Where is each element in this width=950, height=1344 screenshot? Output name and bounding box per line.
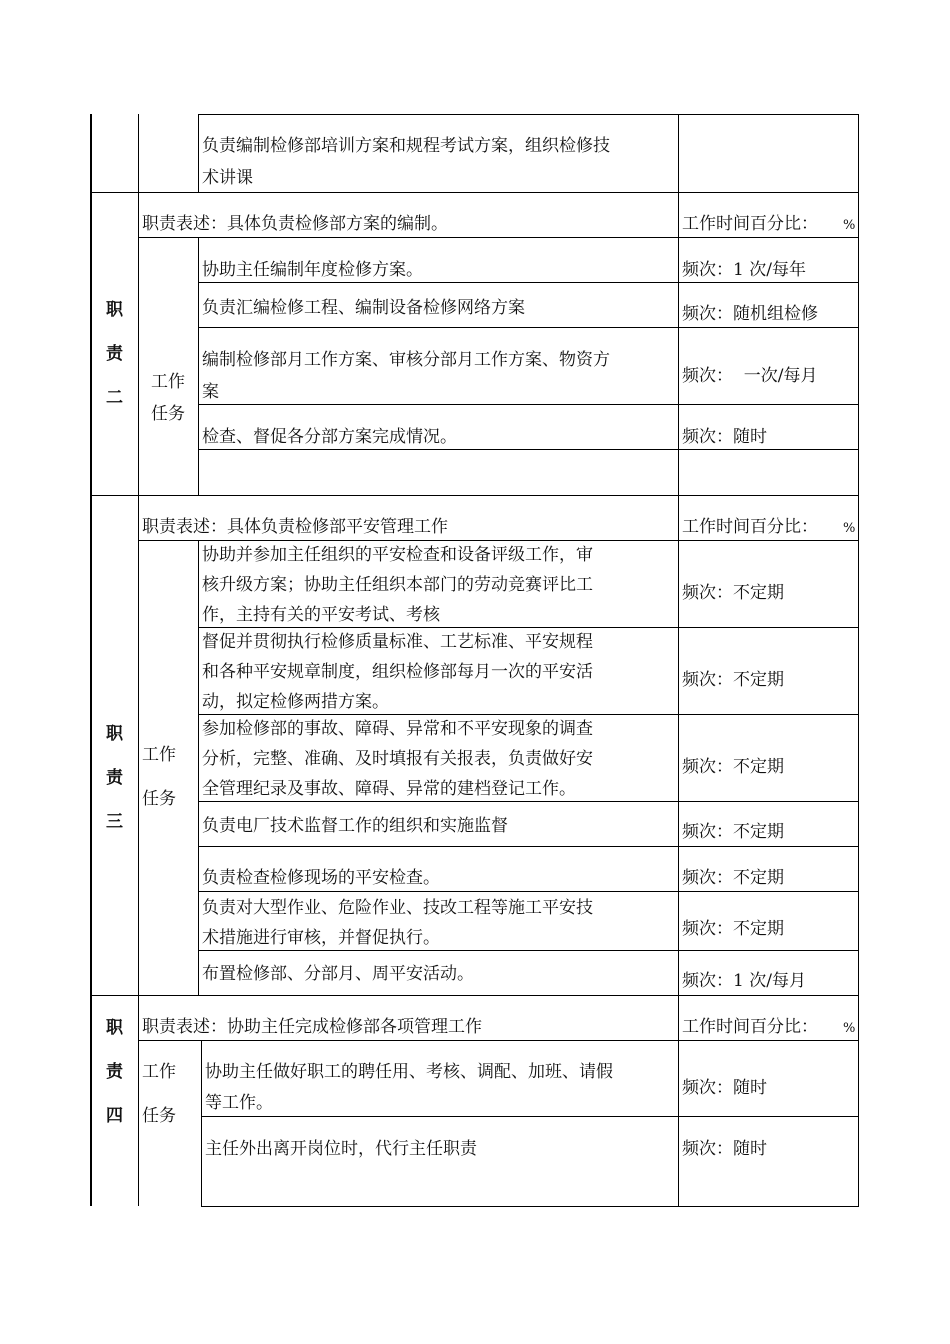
duty-summary: 职责表述：具体负责检修部平安管理工作 — [142, 517, 448, 537]
task-frequency: 频次：1 次/每年 — [682, 260, 806, 280]
row-line — [90, 192, 859, 193]
task-text-line: 负责检查检修现场的平安检查。 — [202, 868, 440, 888]
duty-label-char: 责 — [106, 344, 123, 364]
time-percent-label: 工作时间百分比： — [682, 1017, 818, 1037]
row-line — [201, 1116, 859, 1117]
task-frequency: 频次：不定期 — [682, 822, 784, 842]
time-percent-label: 工作时间百分比： — [682, 214, 818, 234]
row-line — [138, 1040, 859, 1041]
task-label-line: 任务 — [142, 789, 176, 809]
task-text-line: 负责汇编检修工程、编制设备检修网络方案 — [202, 298, 525, 318]
task-column-divider — [198, 540, 199, 995]
task-text-line: 检查、督促各分部方案完成情况。 — [202, 427, 457, 447]
row-line — [198, 282, 859, 283]
row-line — [198, 950, 859, 951]
task-text-line: 动，拟定检修两措方案。 — [202, 692, 389, 712]
task-label-line: 任务 — [151, 404, 185, 424]
row-line — [198, 801, 859, 802]
task-text-line: 分析，完整、准确、及时填报有关报表，负责做好安 — [202, 749, 593, 769]
task-frequency: 频次：随时 — [682, 427, 767, 447]
duty-label-char: 职 — [106, 1018, 123, 1038]
task-frequency: 频次：不定期 — [682, 757, 784, 777]
task-text-line: 案 — [202, 382, 219, 402]
row-line — [198, 891, 859, 892]
task-label-line: 任务 — [142, 1106, 176, 1126]
row-line — [138, 237, 859, 238]
row-line — [198, 714, 859, 715]
duty-summary: 职责表述：协助主任完成检修部各项管理工作 — [142, 1017, 482, 1037]
task-frequency: 频次：不定期 — [682, 919, 784, 939]
row-line — [198, 327, 859, 328]
row-line — [198, 627, 859, 628]
task-text-line: 作，主持有关的平安考试、考核 — [202, 605, 440, 625]
task-frequency: 频次：随时 — [682, 1139, 767, 1159]
task-frequency: 频次：1 次/每月 — [682, 971, 806, 991]
task-text-line: 协助主任做好职工的聘任用、考核、调配、加班、请假 — [205, 1062, 613, 1082]
task-frequency: 频次：随时 — [682, 1078, 767, 1098]
row-line — [198, 846, 859, 847]
task-column-divider — [201, 1040, 202, 1207]
task-column-divider — [198, 237, 199, 495]
duty-label-char: 职 — [106, 300, 123, 320]
percent-sign: % — [843, 521, 856, 536]
task-frequency: 频次：不定期 — [682, 583, 784, 603]
row-line — [198, 404, 859, 405]
duty-summary: 职责表述：具体负责检修部方案的编制。 — [142, 214, 448, 234]
task-label-line: 工作 — [142, 745, 176, 765]
task-text-line: 协助主任编制年度检修方案。 — [202, 260, 423, 280]
task-frequency: 频次：不定期 — [682, 670, 784, 690]
row-line — [198, 114, 859, 115]
task-text-line: 负责电厂技术监督工作的组织和实施监督 — [202, 816, 508, 836]
right-border — [858, 114, 859, 1207]
task-label-line: 工作 — [151, 372, 185, 392]
task-text-line: 负责对大型作业、危险作业、技改工程等施工平安技 — [202, 898, 593, 918]
row-line — [90, 995, 859, 996]
task-frequency: 频次： 一次/每月 — [682, 366, 818, 386]
duty-label-char: 三 — [106, 812, 123, 832]
left-border — [90, 114, 92, 1206]
duty-label-char: 责 — [106, 768, 123, 788]
duty-label-char: 二 — [106, 388, 123, 408]
duty-label-char: 职 — [106, 724, 123, 744]
task-label-line: 工作 — [142, 1062, 176, 1082]
task-text-line: 参加检修部的事故、障碍、异常和不平安现象的调查 — [202, 719, 593, 739]
duty-label-char: 责 — [106, 1062, 123, 1082]
task-text-line: 核升级方案；协助主任组织本部门的劳动竞赛评比工 — [202, 575, 593, 595]
task-text-line: 编制检修部月工作方案、审核分部月工作方案、物资方 — [202, 350, 610, 370]
percent-sign: % — [843, 218, 856, 233]
time-percent-label: 工作时间百分比： — [682, 517, 818, 537]
task-text-line: 和各种平安规章制度，组织检修部每月一次的平安活 — [202, 662, 593, 682]
row-line — [198, 449, 859, 450]
task-text-line: 主任外出离开岗位时，代行主任职责 — [205, 1139, 477, 1159]
task-text-line: 全管理纪录及事故、障碍、异常的建档登记工作。 — [202, 779, 576, 799]
task-text-line: 协助并参加主任组织的平安检查和设备评级工作，审 — [202, 545, 593, 565]
percent-sign: % — [843, 1021, 856, 1036]
task-column-divider — [198, 114, 199, 192]
row-line — [90, 495, 859, 496]
row-line — [138, 540, 859, 541]
task-text-line: 督促并贯彻执行检修质量标准、工艺标准、平安规程 — [202, 632, 593, 652]
freq-column-divider — [678, 114, 679, 1207]
task-frequency: 频次：随机组检修 — [682, 304, 818, 324]
duty-label-char: 四 — [106, 1106, 123, 1126]
task-text-line: 术讲课 — [202, 168, 253, 188]
row-line — [201, 1206, 859, 1207]
task-text-line: 负责编制检修部培训方案和规程考试方案，组织检修技 — [202, 136, 610, 156]
task-text-line: 术措施进行审核，并督促执行。 — [202, 928, 440, 948]
label-column-divider — [138, 114, 139, 1206]
task-frequency: 频次：不定期 — [682, 868, 784, 888]
task-text-line: 等工作。 — [205, 1093, 273, 1113]
task-text-line: 布置检修部、分部月、周平安活动。 — [202, 964, 474, 984]
